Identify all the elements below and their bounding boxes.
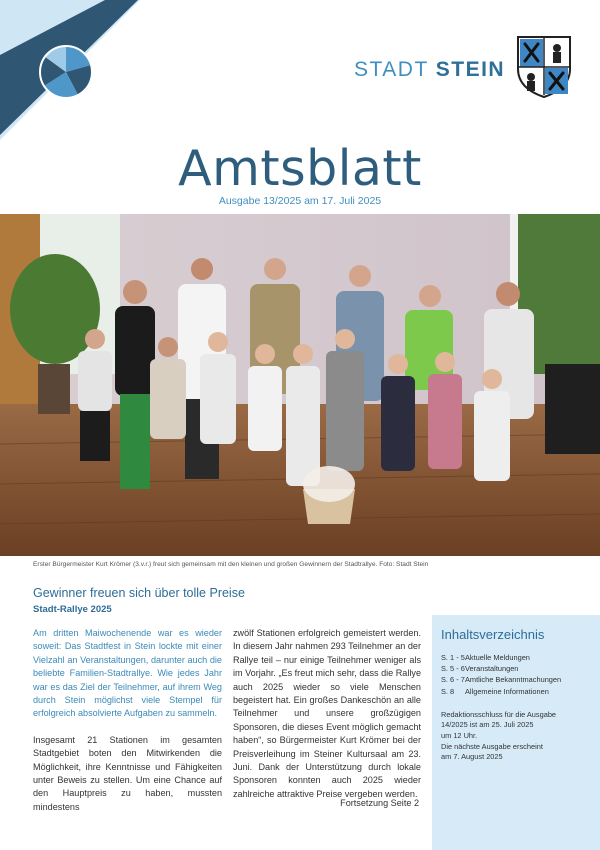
coat-of-arms-icon: [516, 35, 572, 99]
toc-item-pages: S. 1 - 5: [441, 653, 465, 662]
deadline-line: um 12 Uhr.: [441, 731, 478, 740]
article-column-1: [33, 627, 222, 814]
deadline-line: am 7. August 2025: [441, 752, 503, 762]
brand-bold: STEIN: [435, 58, 506, 81]
page-title: Amtsblatt: [178, 140, 422, 197]
brand-light: STADT: [354, 58, 429, 81]
deadline-line: Redaktionsschluss für die Ausgabe: [441, 709, 557, 719]
deadline-line: Die nächste Ausgabe erscheint: [441, 741, 543, 751]
toc-item-label: Aktuelle Meldungen: [465, 653, 530, 662]
photo-caption: Erster Bürgermeister Kurt Krömer (3.v.r.) freut sich gemeinsam mit den kleinen und großen Gewinnern der Stadtrallye. Foto: Stadt Stein: [33, 561, 429, 568]
article-column-2: [233, 627, 421, 801]
article-kicker: Stadt-Rallye 2025: [33, 604, 112, 615]
toc-item[interactable]: [441, 674, 591, 685]
group-photo: [0, 214, 600, 556]
article-headline: Gewinner freuen sich über tolle Preise: [33, 586, 245, 600]
toc-item[interactable]: [441, 686, 591, 697]
continued-note[interactable]: Fortsetzung Seite 2: [340, 798, 419, 808]
toc-item-pages: S. 5 - 6: [441, 664, 465, 674]
toc-item[interactable]: [441, 663, 591, 674]
article-paragraph-2: zwölf Stationen erfolgreich gemeistert werden. In diesem Jahr nahmen 293 Teilnehmer an der Rallye teil – nur einige Teilnehmer weniger als im Vorjahr. „Es freut mich sehr, dass die Rallye auch 2025 wieder so viele Menschen begeistert hat. Ein großes Dankeschön an alle Teilnehmer und unsere großzügigen Sponsoren, die dieses Event möglich gemacht haben“, so Bürgermeister Kurt Krömer bei der Preisverleihung im Steiner Kultursaal am 23. Juni. Dank der Unterstützung durch lokale Sponsoren konnten auch 2025 wieder zahlreiche attraktive Preise vergeben werden.: [233, 628, 422, 799]
toc-item[interactable]: [441, 652, 591, 663]
toc-item-label: Amtliche Bekanntmachungen: [465, 675, 562, 685]
corner-decoration: [0, 0, 140, 140]
toc-item-pages: S. 8: [441, 686, 455, 696]
masthead: [0, 140, 600, 197]
deadline-note: [441, 710, 591, 763]
city-brand: [354, 58, 505, 82]
article-lead: Am dritten Maiwochenende war es wieder soweit: Das Stadtfest in Stein lockte mit einer Vielzahl an Veranstaltungen, darunter auch die beliebte Familien-Stadtrallye. Wie jedes Jahr war es das Ziel der Teilnehmer, auf ihrem Weg durch Stein möglichst viele Stempel für erfolgreich absolvierte Aufgaben zu sammeln.: [33, 628, 222, 719]
toc-title: Inhaltsverzeichnis: [441, 627, 545, 642]
toc-item-label: Veranstaltungen: [465, 664, 519, 674]
toc-item-pages: S. 6 - 7: [441, 675, 465, 685]
logo-mark-icon: [39, 46, 92, 98]
deadline-line: 14/2025 ist am 25. Juli 2025: [441, 720, 534, 730]
table-of-contents: [432, 615, 600, 850]
issue-line: Ausgabe 13/2025 am 17. Juli 2025: [218, 195, 382, 207]
toc-item-label: Allgemeine Informationen: [465, 686, 549, 696]
article-paragraph-1: Insgesamt 21 Stationen im gesamten Stadtgebiet boten den Mitwirkenden die Möglichkeit, ihre Kenntnisse und Fähigkeiten unter Beweis zu stellen. Um eine Chance auf den Hauptpreis zu haben, mussten mindestens: [33, 734, 222, 812]
